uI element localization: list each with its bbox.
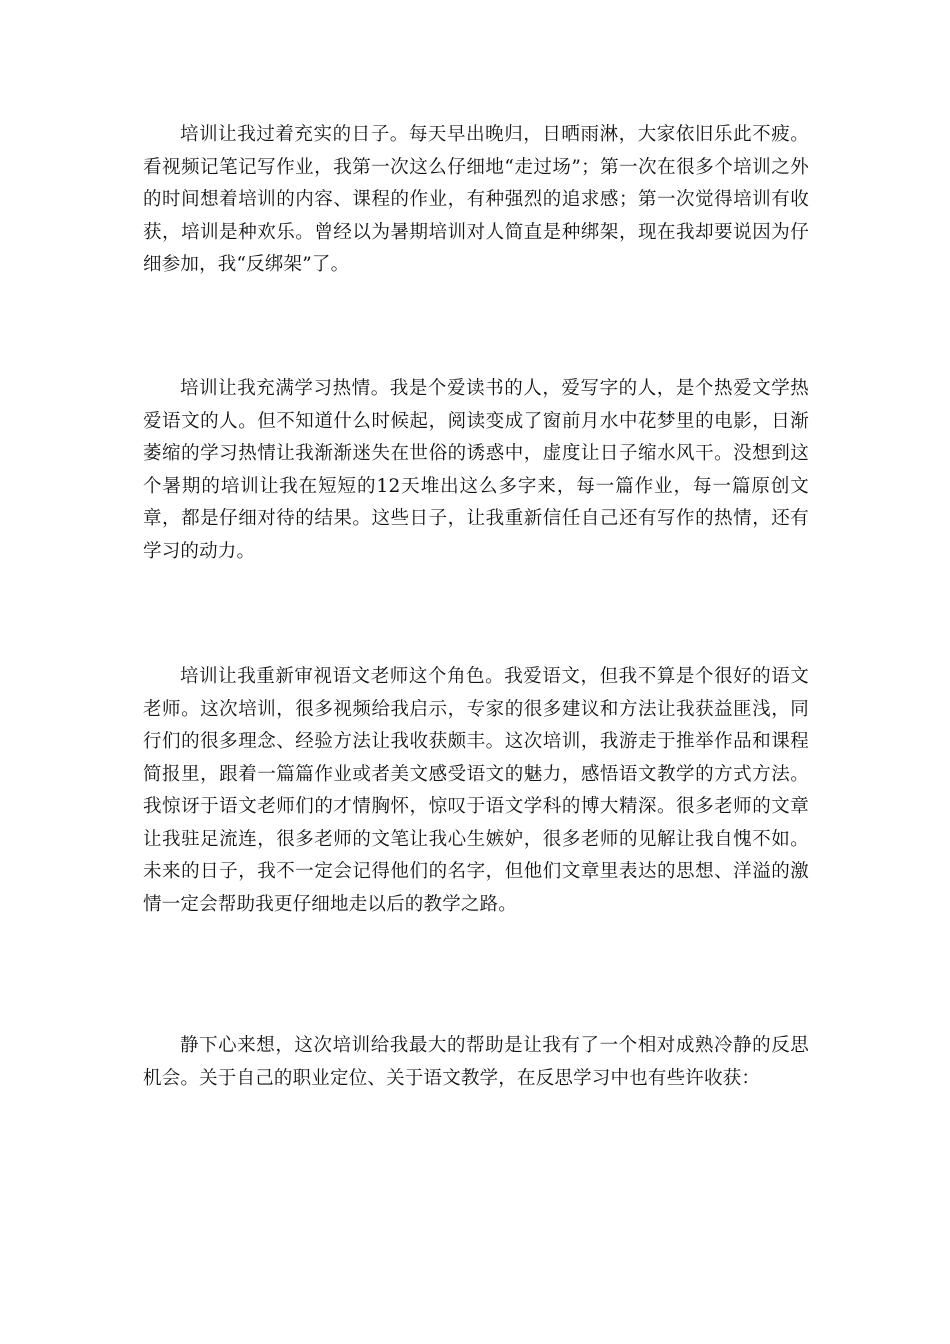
paragraph-reflection: 静下心来想，这次培训给我最大的帮助是让我有了一个相对成熟冷静的反思机会。关于自己的职业定位、关于语文教学，在反思学习中也有些许收获： [143,1035,809,1089]
paragraph-training-fulfilling-days: 培训让我过着充实的日子。每天早出晚归，日晒雨淋，大家依旧乐此不疲。看视频记笔记写作业，我第一次这么仔细地“走过场”；第一次在很多个培训之外的时间想着培训的内容、课程的作业，有种强烈的追求感；第一次觉得培训有收获，培训是种欢乐。曾经以为暑期培训对人简直是种绑架，现在我却要说因为仔细参加，我“反绑架”了。 [143,124,809,275]
paragraph-learning-passion: 培训让我充满学习热情。我是个爱读书的人，爱写字的人，是个热爱文学热爱语文的人。但不知道什么时候起，阅读变成了窗前月水中花梦里的电影，日渐萎缩的学习热情让我渐渐迷失在世俗的诱惑中，虚度让日子缩水风干。没想到这个暑期的培训让我在短短的12天堆出这么多字来，每一篇作业，每一篇原创文章，都是仔细对待的结果。这些日子，让我重新信任自己还有写作的热情，还有学习的动力。 [143,378,809,562]
paragraph-teacher-role: 培训让我重新审视语文老师这个角色。我爱语文，但我不算是个很好的语文老师。这次培训，很多视频给我启示，专家的很多建议和方法让我获益匪浅，同行们的很多理念、经验方法让我收获颇丰。这次培训，我游走于推举作品和课程简报里，跟着一篇篇作业或者美文感受语文的魅力，感悟语文教学的方式方法。我惊讶于语文老师们的才情胸怀，惊叹于语文学科的博大精深。很多老师的文章让我驻足流连，很多老师的文笔让我心生嫉妒，很多老师的见解让我自愧不如。未来的日子，我不一定会记得他们的名字，但他们文章里表达的思想、洋溢的激情一定会帮助我更仔细地走以后的教学之路。 [143,666,809,915]
